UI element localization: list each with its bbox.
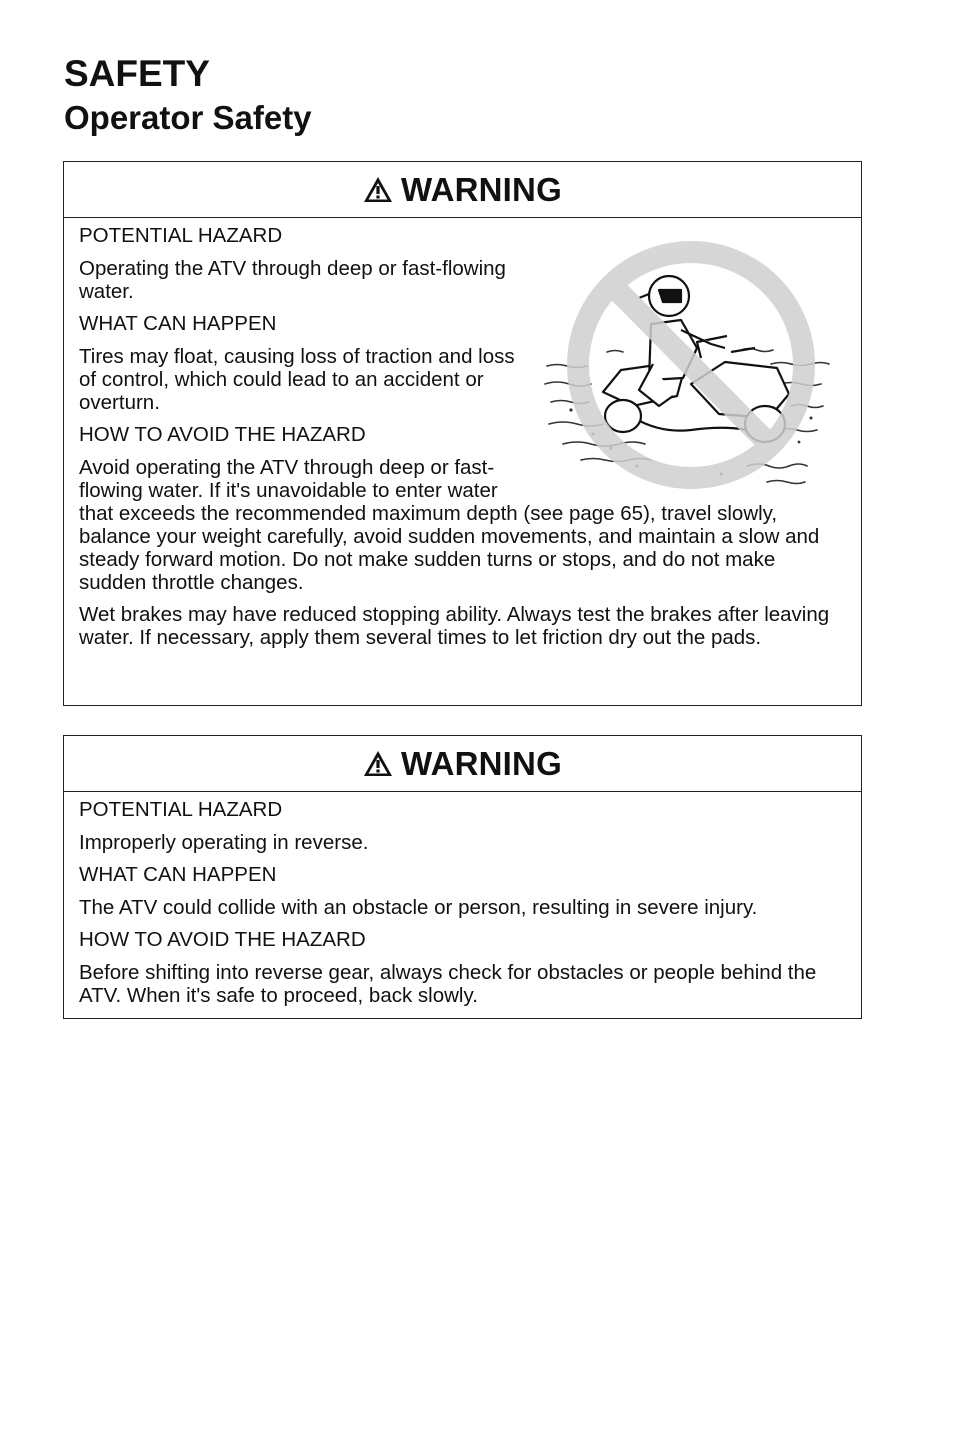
hazard-text: Improperly operating in reverse. [79,830,369,854]
avoid-text: Before shifting into reverse gear, always check for obstacles or people behind the ATV. When it's safe to proceed, back slowly. [79,960,817,1007]
warning-box-reverse [63,735,862,1019]
warning-header [64,162,861,218]
hazard-label: POTENTIAL HAZARD [79,224,283,247]
happen-text: Tires may float, causing loss of traction and loss of control, which could lead to an accident or overturn. [79,344,515,414]
warning-heading: WARNING [401,744,562,782]
happen-label: WHAT CAN HAPPEN [79,863,277,886]
warning-body [64,218,861,649]
warning-header [64,736,861,792]
hazard-label: POTENTIAL HAZARD [79,798,283,821]
happen-text: The ATV could collide with an obstacle or person, resulting in severe injury. [79,895,758,919]
avoid-label: HOW TO AVOID THE HAZARD [79,928,366,951]
atv-in-water-prohibited-illustration [541,234,841,496]
page-title: SAFETY [64,53,210,94]
avoid-text: Avoid operating the ATV through deep or fast-flowing water. If it's unavoidable to enter water that exceeds the recommended maximum depth (see page 65), travel slowly, balance your weight carefully, avoid sudden movements, and maintain a slow and steady forward motion. Do not make sudden turns or stops, and do not make sudden throttle changes. [79,455,820,594]
avoid-label: HOW TO AVOID THE HAZARD [79,423,366,446]
happen-label: WHAT CAN HAPPEN [79,312,277,335]
warning-heading: WARNING [401,170,562,208]
warning-box-water [63,161,862,706]
warning-triangle-icon [363,750,393,777]
warning-triangle-icon [363,176,393,203]
page-subtitle: Operator Safety [64,99,312,136]
extra-text: Wet brakes may have reduced stopping ability. Always test the brakes after leaving water. If necessary, apply them several times to let friction dry out the pads. [79,603,830,649]
warning-body [64,792,861,1007]
hazard-text: Operating the ATV through deep or fast-flowing water. [79,256,506,303]
